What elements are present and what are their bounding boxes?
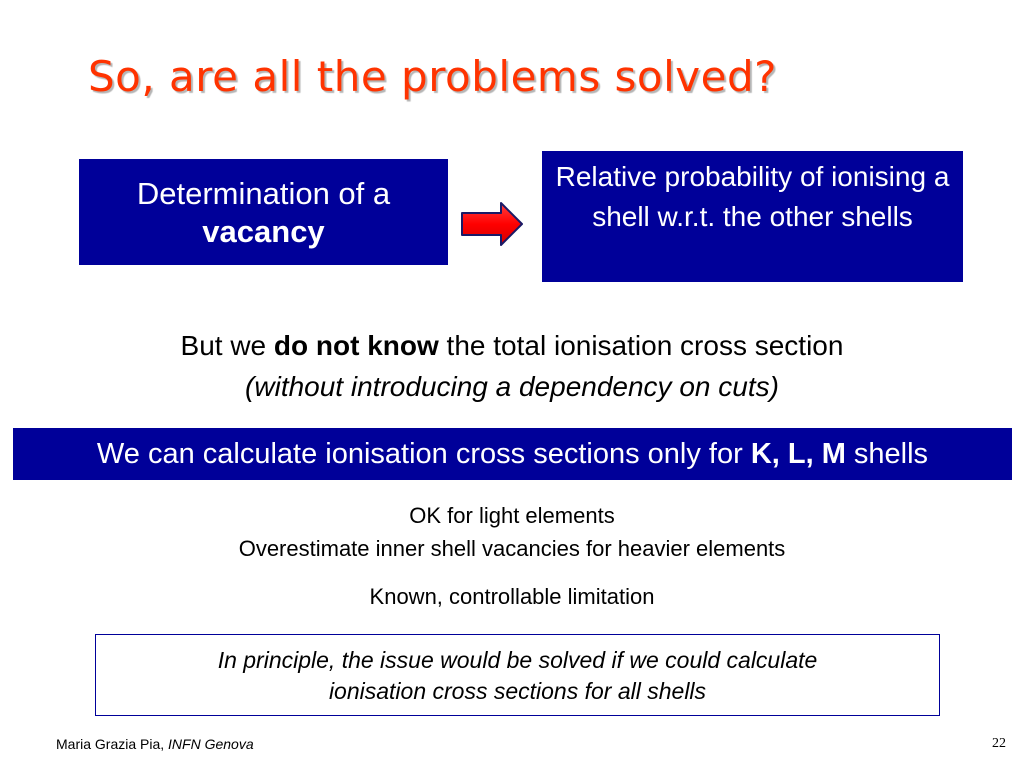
principle-line1: In principle, the issue would be solved if we could calculate: [217, 647, 818, 673]
shells-banner: [13, 428, 1012, 480]
note-light-elements: OK for light elements: [409, 503, 615, 528]
principle-box: [95, 634, 940, 716]
page-number: 22: [992, 736, 1006, 751]
statement-prefix: But we: [180, 330, 274, 361]
statement-bold: do not know: [273, 330, 439, 361]
note-limitation: Known, controllable limitation: [369, 584, 655, 609]
right-arrow-icon: [459, 200, 525, 248]
statement-suffix: the total ionisation cross section: [438, 330, 844, 361]
banner-suffix: shells: [845, 438, 929, 470]
footer-author: [56, 736, 254, 752]
vacancy-box: [79, 159, 448, 265]
banner-bold: K, L, M: [750, 438, 846, 470]
vacancy-box-line1: Determination of a: [136, 176, 391, 211]
statement-italic-line: (without introducing a dependency on cuts): [245, 371, 779, 402]
note-heavier-elements: Overestimate inner shell vacancies for heavier elements: [238, 536, 786, 561]
slide-title: So, are all the problems solved?: [88, 52, 777, 101]
statement-line: [0, 327, 1024, 365]
relative-probability-box: Relative probability of ionising a shell w.r.t. the other shells: [542, 151, 963, 282]
vacancy-box-bold: vacancy: [202, 214, 325, 249]
banner-prefix: We can calculate ionisation cross sections only for: [96, 438, 751, 470]
footer-affiliation: INFN Genova: [168, 736, 254, 752]
footer-author-name: Maria Grazia Pia,: [56, 736, 169, 752]
principle-line2: ionisation cross sections for all shells: [328, 678, 707, 704]
